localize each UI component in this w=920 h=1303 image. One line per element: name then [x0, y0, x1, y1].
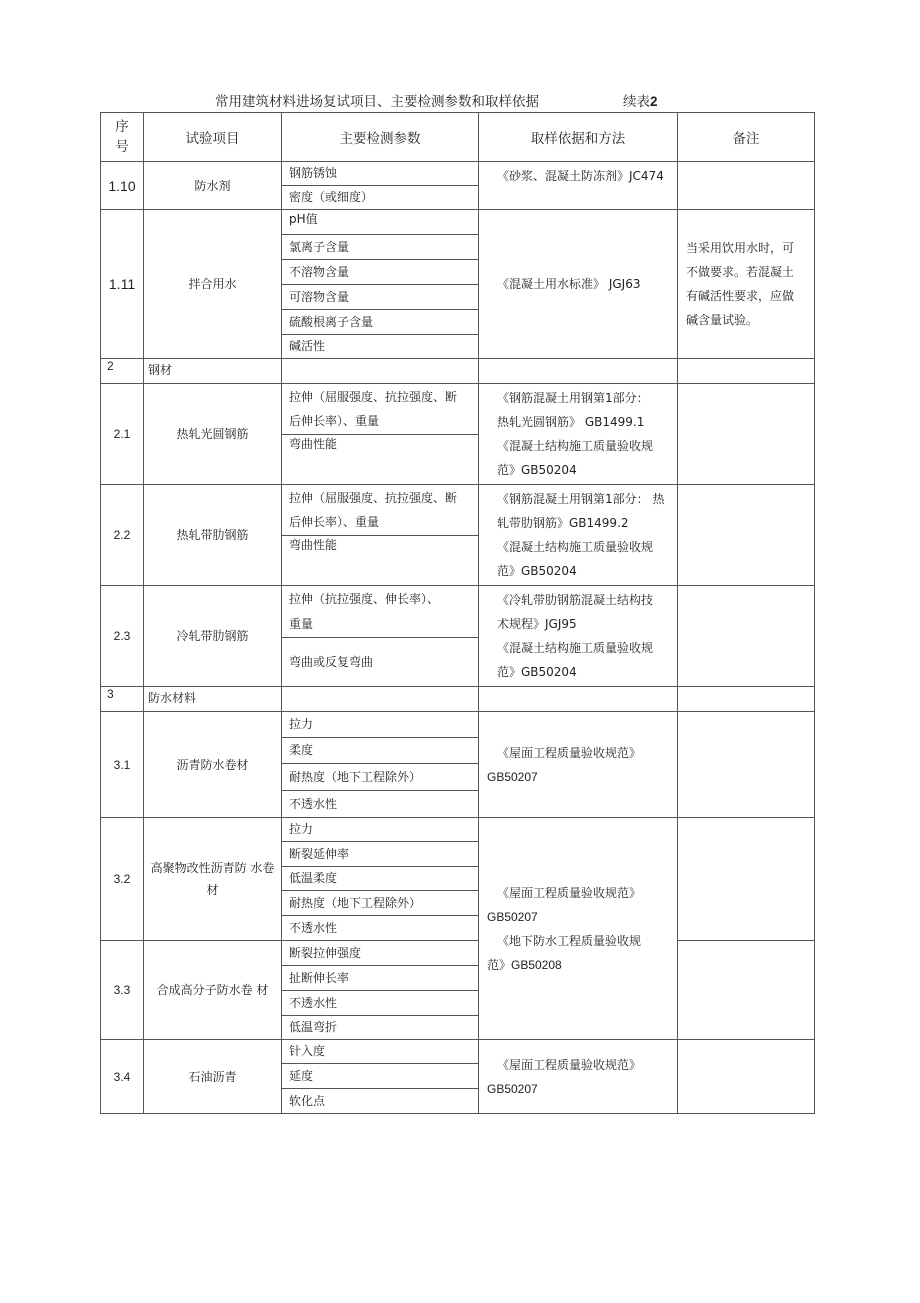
row-item: 石油沥青 [144, 1040, 282, 1114]
param-cell: 耐热度（地下工程除外） [282, 891, 479, 916]
row-number: 3.4 [101, 1040, 144, 1114]
materials-table [100, 112, 815, 1114]
param-cell: 拉伸（抗拉强度、伸长率）、 重量 [282, 586, 479, 638]
basis-cell: 《屋面工程质量验收规范》 GB50207 [479, 712, 678, 818]
basis-cell: 《屋面工程质量验收规范》 GB50207 [479, 1040, 678, 1114]
row-item: 拌合用水 [144, 210, 282, 359]
param-cell: 软化点 [282, 1089, 479, 1114]
param-cell: 拉伸（屈服强度、抗拉强度、断 后伸长率）、重量 [282, 485, 479, 536]
row-item: 防水剂 [144, 162, 282, 210]
param-cell: 拉伸（屈服强度、抗拉强度、断 后伸长率）、重量 [282, 384, 479, 435]
param-cell: 钢筋锈蚀 [282, 162, 479, 186]
row-item: 合成高分子防水卷 材 [144, 941, 282, 1040]
remark-cell [678, 384, 815, 485]
table-continued-label: 续表2 [623, 94, 658, 110]
remark-cell [678, 818, 815, 941]
param-cell: 拉力 [282, 712, 479, 738]
table-row [101, 162, 815, 186]
basis-cell: 《混凝土用水标准》 JGJ63 [479, 210, 678, 359]
table-row [101, 941, 815, 966]
param-cell: 耐热度（地下工程除外） [282, 764, 479, 791]
section-title: 钢材 [144, 359, 282, 384]
param-cell: 不透水性 [282, 791, 479, 818]
header-params: 主要检测参数 [282, 113, 479, 162]
param-cell: 延度 [282, 1064, 479, 1089]
param-cell: 柔度 [282, 738, 479, 764]
table-row [101, 586, 815, 638]
row-number: 1.10 [101, 162, 144, 210]
remark-cell [678, 485, 815, 586]
row-number: 3.2 [101, 818, 144, 941]
remark-cell [678, 586, 815, 687]
table-row [101, 818, 815, 842]
remark-cell [678, 941, 815, 1040]
param-cell: 密度（或细度） [282, 186, 479, 210]
row-item: 冷轧带肋钢筋 [144, 586, 282, 687]
param-cell: pH值 [282, 210, 479, 235]
section-number: 3 [101, 687, 144, 712]
row-item: 沥青防水卷材 [144, 712, 282, 818]
param-cell: 断裂延伸率 [282, 842, 479, 867]
param-cell: 不透水性 [282, 916, 479, 941]
param-cell: 碱活性 [282, 335, 479, 359]
param-cell: 针入度 [282, 1040, 479, 1064]
header-remark: 备注 [678, 113, 815, 162]
section-number: 2 [101, 359, 144, 384]
header-basis: 取样依据和方法 [479, 113, 678, 162]
row-number: 2.3 [101, 586, 144, 687]
table-row [101, 485, 815, 536]
basis-cell: 《冷轧带肋钢筋混凝土结构技 术规程》JGJ95 《混凝土结构施工质量验收规 范》GB50204 [479, 586, 678, 687]
param-cell: 拉力 [282, 818, 479, 842]
table-title [0, 90, 920, 110]
param-cell: 氯离子含量 [282, 235, 479, 260]
param-cell: 低温弯折 [282, 1016, 479, 1040]
param-cell: 不透水性 [282, 991, 479, 1016]
table-title-main: 常用建筑材料进场复试项目、主要检测参数和取样依据 [215, 94, 539, 110]
section-row [101, 687, 815, 712]
row-item: 热轧光圆钢筋 [144, 384, 282, 485]
row-number: 3.3 [101, 941, 144, 1040]
param-cell: 断裂拉伸强度 [282, 941, 479, 966]
param-cell: 硫酸根离子含量 [282, 310, 479, 335]
row-item: 高聚物改性沥青防 水卷 材 [144, 818, 282, 941]
param-cell: 弯曲性能 [282, 434, 479, 485]
param-cell: 扯断伸长率 [282, 966, 479, 991]
row-number: 1.11 [101, 210, 144, 359]
row-item: 热轧带肋钢筋 [144, 485, 282, 586]
param-cell: 低温柔度 [282, 867, 479, 891]
header-item: 试验项目 [144, 113, 282, 162]
remark-cell [678, 712, 815, 818]
table-row [101, 384, 815, 435]
basis-cell: 《屋面工程质量验收规范》 GB50207 《地下防水工程质量验收规 范》GB50208 [479, 818, 678, 1040]
row-number: 2.2 [101, 485, 144, 586]
param-cell: 弯曲性能 [282, 535, 479, 586]
basis-cell: 《钢筋混凝土用钢第1部分： 热 轧带肋钢筋》GB1499.2 《混凝土结构施工质量验收规 范》GB50204 [479, 485, 678, 586]
param-cell: 不溶物含量 [282, 260, 479, 285]
remark-cell [678, 162, 815, 210]
table-row [101, 712, 815, 738]
table-header-row [101, 113, 815, 162]
row-number: 2.1 [101, 384, 144, 485]
table-row [101, 210, 815, 235]
section-row [101, 359, 815, 384]
table-row [101, 1040, 815, 1064]
row-number: 3.1 [101, 712, 144, 818]
basis-cell: 《砂浆、混凝土防冻剂》JC474 [479, 162, 678, 210]
param-cell: 可溶物含量 [282, 285, 479, 310]
basis-cell: 《钢筋混凝土用钢第1部分： 热轧光圆钢筋》 GB1499.1 《混凝土结构施工质量验收规 范》GB50204 [479, 384, 678, 485]
remark-cell [678, 1040, 815, 1114]
header-no: 序号 [101, 113, 144, 162]
remark-cell: 当采用饮用水时，可 不做要求。若混凝土 有碱活性要求，应做 碱含量试验。 [678, 210, 815, 359]
param-cell: 弯曲或反复弯曲 [282, 638, 479, 687]
section-title: 防水材料 [144, 687, 282, 712]
